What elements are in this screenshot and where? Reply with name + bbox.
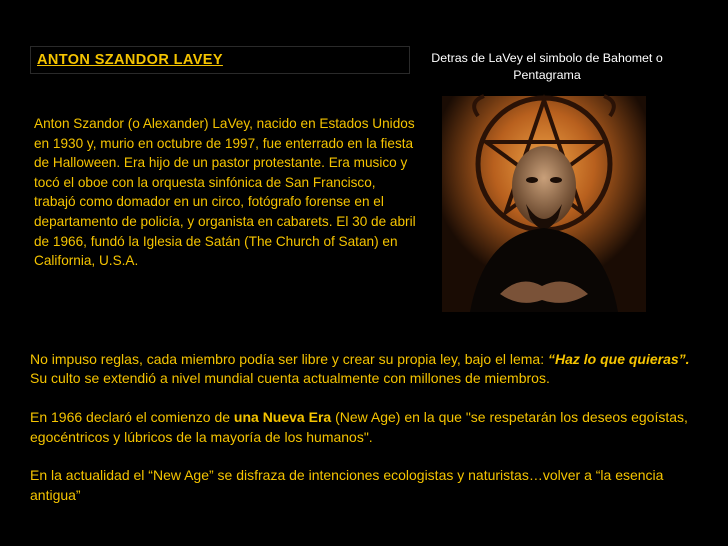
motto-continuation: Su culto se extendió a nivel mundial cuenta actualmente con millones de miembros. [30, 370, 550, 387]
page-title: ANTON SZANDOR LAVEY [37, 52, 223, 68]
motto-text: No impuso reglas, cada miembro podía ser libre y crear su propia ley, bajo el lema: [30, 351, 548, 367]
body-text [30, 350, 694, 505]
motto: “Haz lo que quieras”. [547, 351, 690, 367]
new-era-highlight: una Nueva Era [233, 409, 332, 426]
closing-paragraph: En la actualidad el “New Age” se disfraza de intenciones ecologistas y naturistas…volver a “la esencia antigua” [30, 467, 664, 503]
new-age-text: En 1966 declaró el comienzo de [30, 409, 234, 426]
title-box [30, 46, 410, 74]
bio-paragraph: Anton Szandor (o Alexander) LaVey, nacido en Estados Unidos en 1930 y, murio en octubre de 1997, fue enterrado en la fiesta de Halloween. Era hijo de un pastor protestante. Era musico y tocó el oboe con la orquesta sinfónica de San Francisco, trabajó como domador en un circo, fotógrafo forense en el departamento de policía, y organista en cabarets. El 30 de abril de 1966, fundó la Iglesia de Satán (The Church of Satan) en California, U.S.A. [34, 116, 416, 269]
new-age-paragraph [30, 408, 694, 447]
photo-caption: Detras de LaVey el simbolo de Bahomet o Pentagrama [431, 51, 663, 82]
portrait-photo [430, 94, 658, 312]
motto-paragraph [30, 350, 694, 389]
new-age-continuation: (New Age) en la que "se respetarán los deseos egoístas, egocéntricos y lúbricos de la mayoría de los humanos". [30, 409, 688, 445]
